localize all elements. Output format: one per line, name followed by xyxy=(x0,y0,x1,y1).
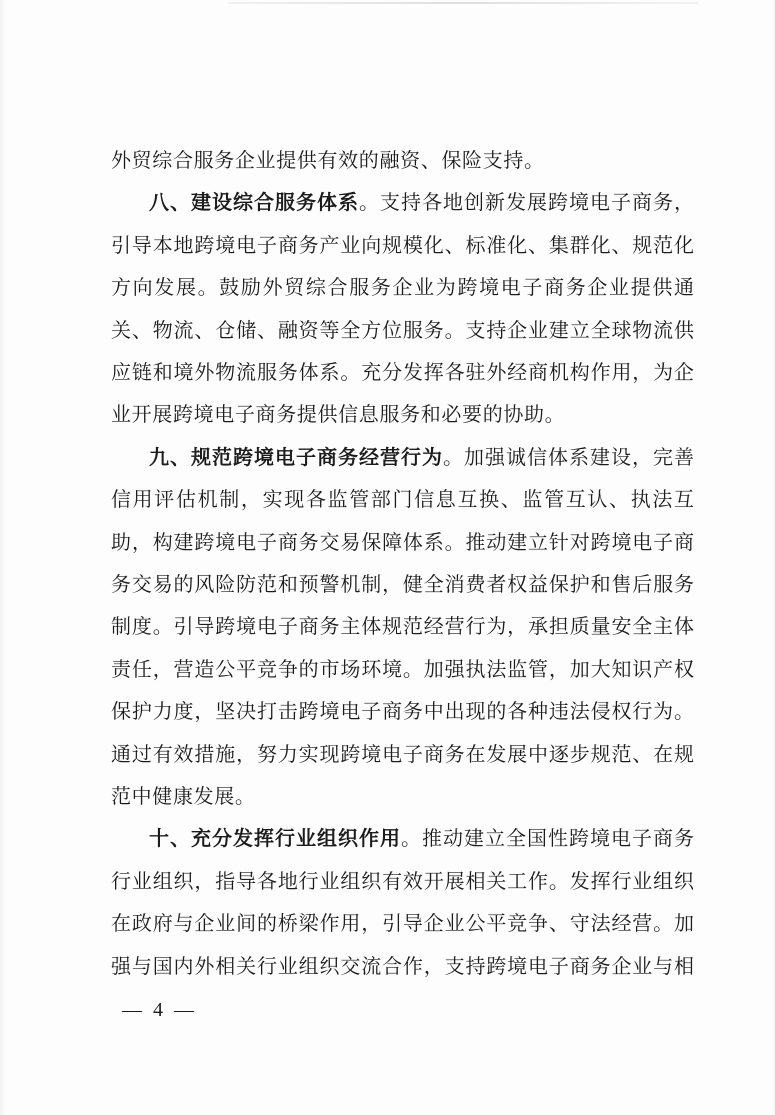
paragraph-heading: 十、充分发挥行业组织作用 xyxy=(149,826,401,850)
text-line: 应链和境外物流服务体系。充分发挥各驻外经商机构作用，为企 xyxy=(111,360,694,384)
text-line: 务交易的风险防范和预警机制，健全消费者权益保护和售后服务 xyxy=(111,572,694,596)
text-line: 范中健康发展。 xyxy=(111,784,256,808)
text-line: 行业组织，指导各地行业组织有效开展相关工作。发挥行业组织 xyxy=(111,869,694,893)
paragraph-first-line xyxy=(111,187,694,217)
text-line: 引导本地跨境电子商务产业向规模化、标准化、集群化、规范化 xyxy=(111,233,694,257)
text-line: 强与国内外相关行业组织交流合作，支持跨境电子商务企业与相 xyxy=(111,954,694,978)
paragraph-first-line-text: 。加强诚信体系建设，完善 xyxy=(443,445,694,469)
paragraph-heading: 八、建设综合服务体系 xyxy=(149,190,359,214)
text-line: 在政府与企业间的桥梁作用，引导企业公平竞争、守法经营。加 xyxy=(111,911,694,935)
text-line: 责任，营造公平竞争的市场环境。加强执法监管，加大知识产权 xyxy=(111,657,694,681)
paragraph-first-line-text: 。支持各地创新发展跨境电子商务， xyxy=(359,190,694,214)
text-line: 信用评估机制，实现各监管部门信息互换、监管互认、执法互 xyxy=(111,487,694,511)
text-line: 方向发展。鼓励外贸综合服务企业为跨境电子商务企业提供通 xyxy=(111,275,694,299)
scan-top-edge xyxy=(228,2,698,4)
page-number: — 4 — xyxy=(122,999,197,1021)
text-line: 通过有效措施，努力实现跨境电子商务在发展中逐步规范、在规 xyxy=(111,742,694,766)
paragraph-heading: 九、规范跨境电子商务经营行为 xyxy=(149,445,443,469)
text-line: 助，构建跨境电子商务交易保障体系。推动建立针对跨境电子商 xyxy=(111,530,694,554)
text-line: 保护力度，坚决打击跨境电子商务中出现的各种违法侵权行为。 xyxy=(111,699,694,723)
scan-left-edge xyxy=(0,0,6,1115)
text-line: 关、物流、仓储、融资等全方位服务。支持企业建立全球物流供 xyxy=(111,318,694,342)
paragraph-first-line-text: 。推动建立全国性跨境电子商务 xyxy=(401,826,694,850)
paragraph-first-line xyxy=(111,442,694,472)
text-line: 制度。引导跨境电子商务主体规范经营行为，承担质量安全主体 xyxy=(111,614,694,638)
paragraph-first-line xyxy=(111,823,694,853)
text-line: 业开展跨境电子商务提供信息服务和必要的协助。 xyxy=(111,402,566,426)
text-line: 外贸综合服务企业提供有效的融资、保险支持。 xyxy=(111,148,545,172)
